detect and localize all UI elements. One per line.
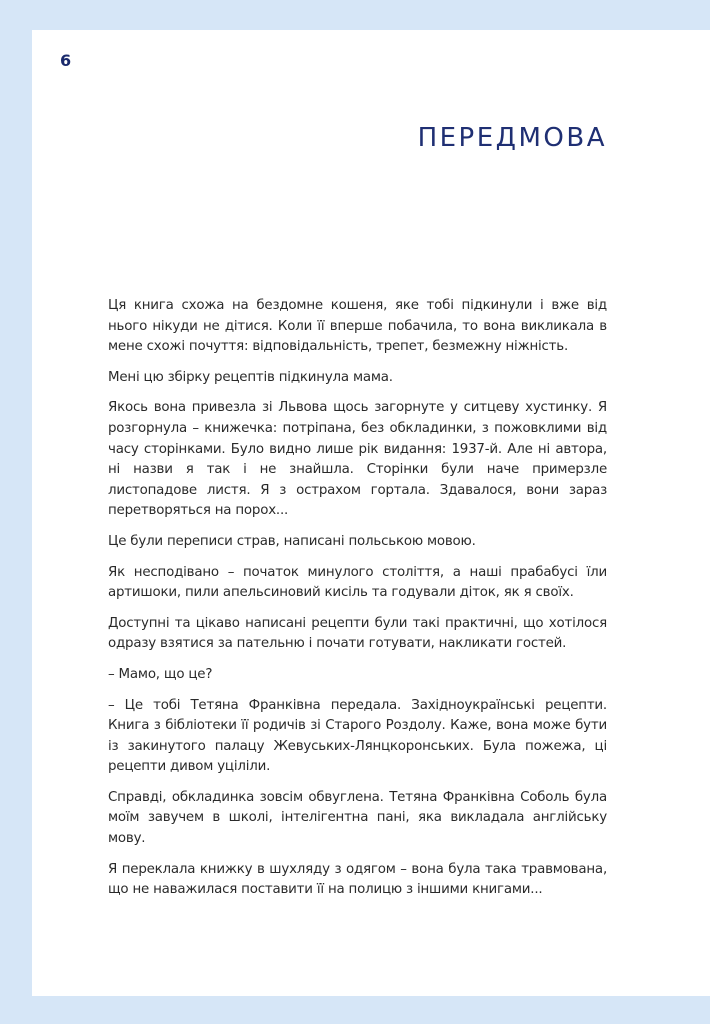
paragraph: – Це тобі Тетяна Франківна передала. Західноукраїнські рецепти. Книга з бібліотеки її родичів зі Старого Роздолу. Каже, вона може бути із закинутого палацу Жевуських-Лянцкоронських. Була пожежа, ці рецепти дивом уціліли. [108,697,607,775]
paragraph: Справді, обкладинка зовсім обвуглена. Тетяна Франківна Соболь була моїм завучем в школі, інтелігентна пані, яка викладала англійську мову. [108,789,607,847]
paragraph: – Мамо, що це? [108,666,213,682]
paragraph: Це були переписи страв, написані польською мовою. [108,533,476,549]
paragraph: Я переклала книжку в шухляду з одягом – вона була така травмована, що не наважилася поставити її на полицю з іншими книгами... [108,861,607,898]
preface-text [108,296,607,911]
paragraph: Якось вона привезла зі Львова щось загорнуте у ситцеву хустинку. Я розгорнула – книжечка: потріпана, без обкладинки, з пожовклими від часу сторінками. Було видно лише рік видання: 1937-й. Але ні автора, ні назви я так і не знайшла. Сторінки були наче примерзле листопадове листя. Я з острахом гортала. Здавалося, вони зараз перетворяться на порох... [108,400,607,519]
page-title: ПЕРЕДМОВА [417,123,607,153]
paragraph: Як несподівано – початок минулого століття, а наші прабабусі їли артишоки, пили апельсиновий кисіль та годували діток, як я своїх. [108,564,607,601]
paragraph: Доступні та цікаво написані рецепти були такі практичні, що хотілося одразу взятися за пательню і почати готувати, накликати гостей. [108,615,607,652]
paragraph: Ця книга схожа на бездомне кошеня, яке тобі підкинули і вже від нього нікуди не дітися. Коли її вперше побачила, то вона викликала в мене схожі почуття: відповідальність, трепет, безмежну ніжність. [108,298,607,355]
page-number: 6 [60,51,72,70]
paragraph: Мені цю збірку рецептів підкинула мама. [108,369,393,385]
